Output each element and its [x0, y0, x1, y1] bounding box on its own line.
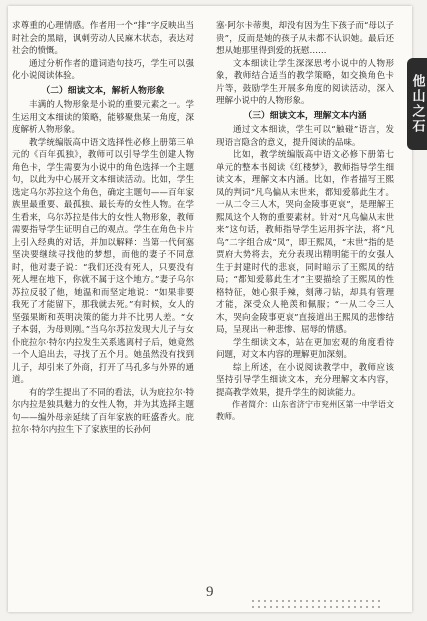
author-bio: 作者简介：山东省济宁市兖州区第一中学语文教师。	[216, 400, 394, 421]
left-paragraph-5: 有的学生提出了不同的看法，认为庇拉尔·特尔内拉是独具魅力的女性人物，并为其选择主题句——编外母亲延续了百年家族的旺盛香火。庇拉尔·特尔内拉生下了家族里的长孙何	[12, 387, 194, 435]
page-number: 9	[206, 584, 214, 600]
left-paragraph-1: 求尊重的心理情感。作者用一个“排”字反映出当时社会的黑暗，讽刺劳动人民麻木状态，表达对社会的愤慨。	[12, 21, 194, 56]
decorative-dot-pattern	[250, 598, 380, 610]
right-paragraph-4: 比如，教学统编版高中语文必修下册第七单元的整本书阅读《红楼梦》，教师指导学生细读文本，理解文本内涵。比如，作者描写王熙凤的判词“凡鸟偏从末世来，都知爱慕此生才。一从二令三人木，哭向金陵事更哀”，是理解王熙凤这个人物的重要素材。针对“凡鸟偏从末世来”这句话，教师指导学生运用拆字法，将“凡鸟”二字组合成“凤”，即王熙凤，“末世”指的是贾府大势将去，充分表现出精明能干的女强人生于封建时代的悲哀，同时暗示了王熙凤的结局；“都知爱慕此生才”主要描绘了王熙凤的性格特征，她心狠手辣，刻薄刁钻，却具有管理才能，深受众人艳羡和佩服；“一从二令三人木，哭向金陵事更哀”直接道出王熙凤的悲惨结局，呈现出一种悲惨、屈辱的情感。	[216, 150, 394, 335]
left-paragraph-3: 丰满的人物形象是小说的重要元素之一。学生运用文本细读的策略，能够聚焦某一角度，深度解析人物形象。	[12, 100, 194, 135]
section-heading-character: （二）细读文本，解析人物形象	[41, 85, 165, 96]
right-paragraph-3: 通过文本细读，学生可以“触碰”语言，发现语言隐含的意义，提升阅读的品味。	[216, 125, 394, 148]
right-column	[216, 20, 394, 423]
right-paragraph-2: 文本细读让学生深深思考小说中的人物形象，教师结合适当的教学策略，如交换角色卡片等，鼓励学生开展多角度的阅读活动，深入理解小说中的人物形象。	[216, 58, 394, 106]
right-paragraph-6: 综上所述，在小说阅读教学中，教师应该坚持引导学生细读文本，充分理解文本内容，提高教学效果，提升学生的阅读能力。	[216, 362, 394, 398]
journal-page	[8, 6, 412, 612]
section-heading-meaning: （三）细读文本，理解文本内涵	[243, 110, 367, 121]
section-tab: 他山之石	[407, 58, 427, 150]
left-column	[12, 20, 194, 437]
left-paragraph-2: 通过分析作者的遣词造句技巧，学生可以强化小说阅读体验。	[12, 58, 194, 81]
right-paragraph-5: 学生细读文本，站在更加宏观的角度看待问题，对文本内容的理解更加深刻。	[216, 337, 394, 360]
right-paragraph-1: 塞·阿尔卡蒂奥，却没有因为生下孩子而“母以子贵”，反而是她的孩子从未都不认识她。最后还想从她那里得到爱的抚慰……	[216, 21, 394, 56]
left-paragraph-4: 教学统编版高中语文选择性必修上册第三单元的《百年孤独》，教师可以引导学生创建人物角色卡，学生需要为小说中的角色选择一个主题句，以此为中心展开文本细读活动。比如，学生选定乌尔苏拉这个角色，确定主题句——百年家族里最重要、最孤独、最长寿的女性人物。在学生看来，乌尔苏拉是伟大的女性人物形象，教师需要指导学生证明自己的观点。学生在角色卡片上引入经典的对话，并加以解释：当第一代何塞坚决要继续寻找他的梦想，而他的妻子不同意时，他对妻子说：“我们还没有死人，只要没有死人埋在地下，你就不属于这个地方。”妻子乌尔苏拉反驳了他，她温和而坚定地说：“如果非要我死了才能留下，那我就去死。”有时候，女人的坚强果断和英明决策的能力并不比男人差。“女子本弱，为母则刚。”当乌尔苏拉发现大儿子与女仆庇拉尔·特尔内拉发生关系逃离村子后，她竟然一个人追出去，寻找了五个月。她虽然没有找到儿子，却引来了外商，打开了马孔多与外界的通道。	[12, 137, 194, 385]
